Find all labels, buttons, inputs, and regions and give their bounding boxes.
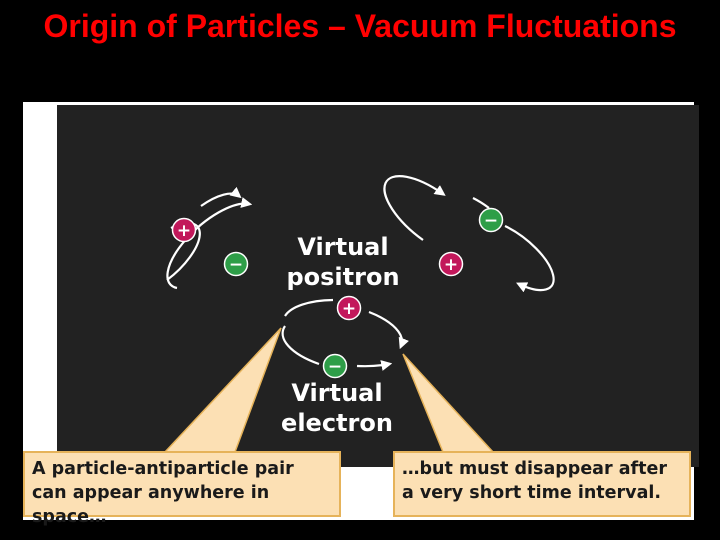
orbit-arc-2c <box>473 198 489 208</box>
figure-frame <box>23 102 694 527</box>
orbit-arc-3b <box>369 312 402 346</box>
positron-particle <box>173 219 196 242</box>
orbit-arc-1b <box>201 194 239 206</box>
svg-text:+: + <box>176 221 192 241</box>
orbit-arc-2b <box>505 226 554 290</box>
right-callout-pointer <box>403 354 493 452</box>
right-callout: …but must disappear after a very short time interval. <box>393 451 691 517</box>
svg-text:+: + <box>341 299 357 319</box>
svg-text:−: − <box>483 211 499 231</box>
svg-text:+: + <box>443 255 459 275</box>
virtual-electron-label: Virtual electron <box>281 379 393 437</box>
virtual-electron-particle <box>324 355 347 378</box>
left-callout: A particle-antiparticle pair can appear anywhere in space… <box>23 451 341 517</box>
slide-title: Origin of Particles – Vacuum Fluctuations <box>43 8 677 44</box>
virtual-positron-particle <box>338 297 361 320</box>
svg-text:−: − <box>327 357 343 377</box>
orbit-arc-3a <box>285 300 333 316</box>
orbit-arc-3c <box>283 326 319 364</box>
positron-particle <box>440 253 463 276</box>
left-callout-pointer <box>165 328 281 452</box>
svg-text:−: − <box>228 255 244 275</box>
orbit-arc-2a <box>384 176 443 240</box>
electron-particle <box>480 209 503 232</box>
virtual-positron-label: Virtual positron <box>286 233 400 291</box>
orbit-arc-3d <box>357 364 389 366</box>
electron-particle <box>225 253 248 276</box>
